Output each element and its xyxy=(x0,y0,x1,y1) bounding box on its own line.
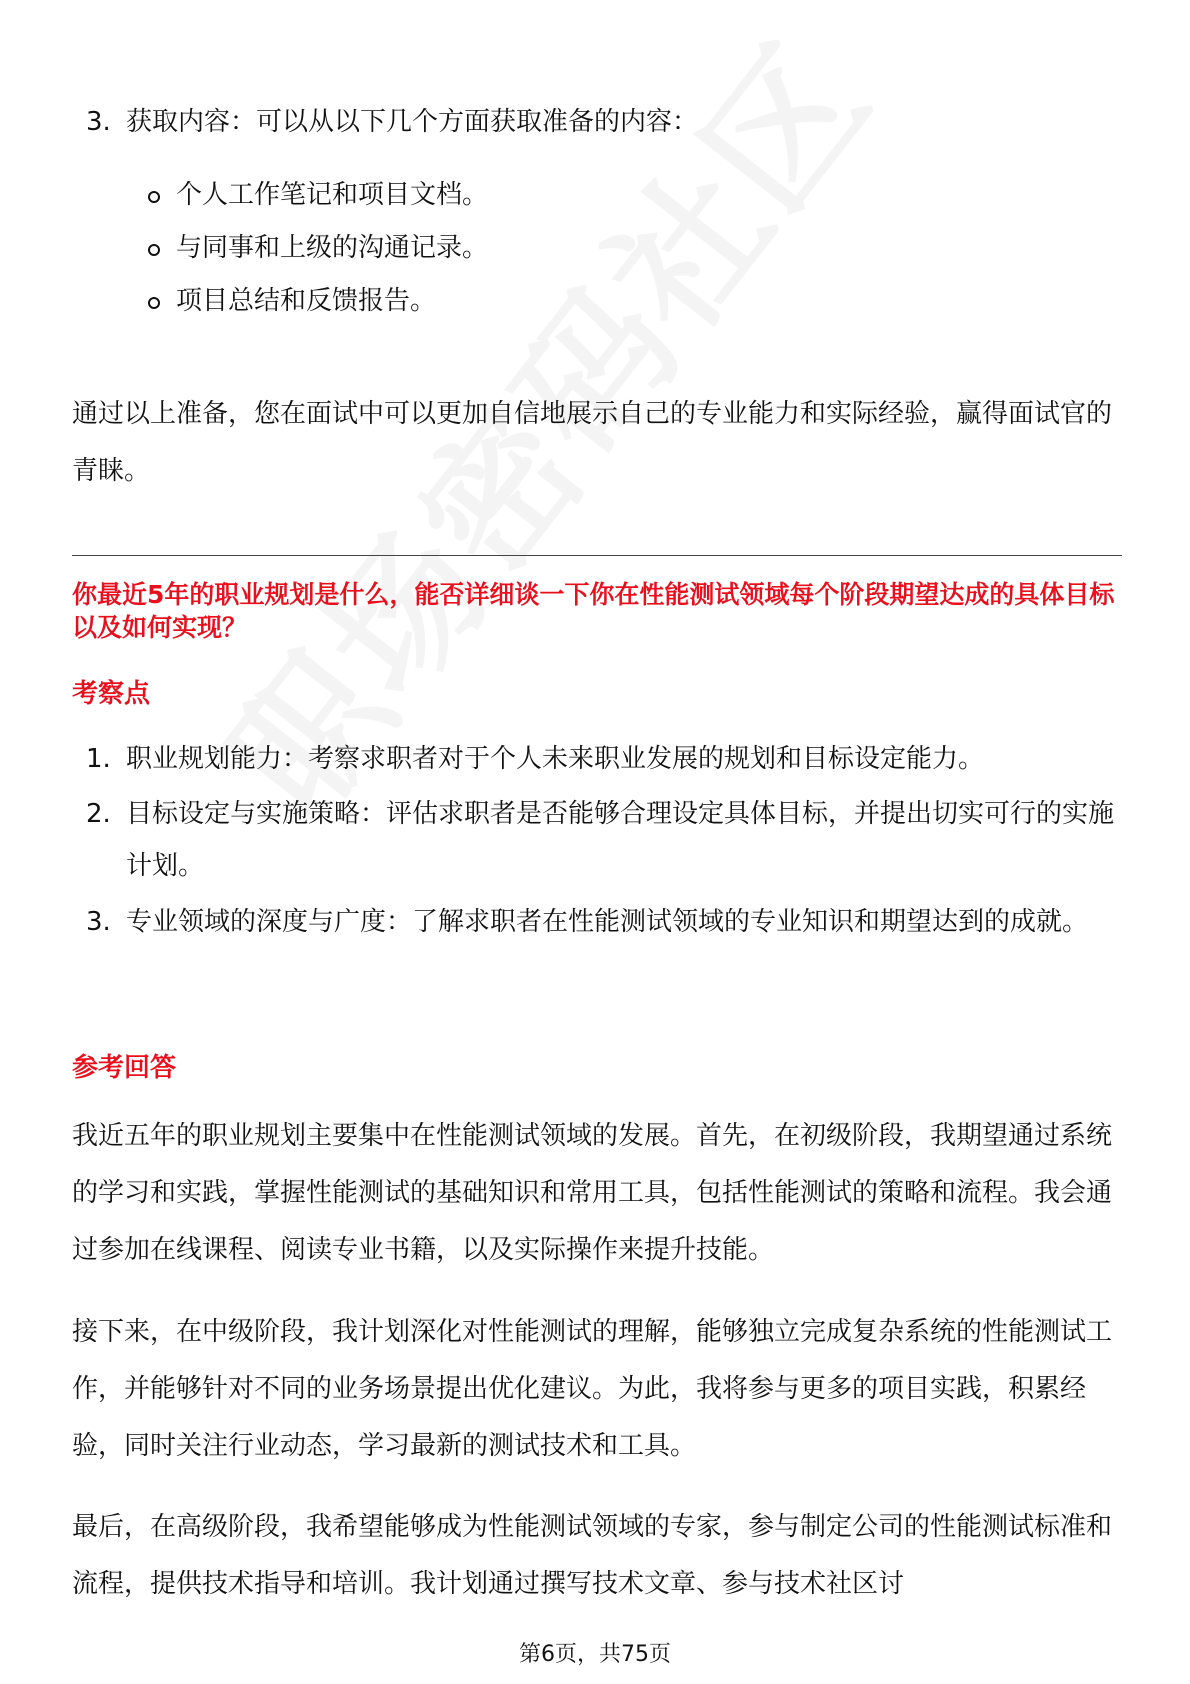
question-title: 你最近5年的职业规划是什么，能否详细谈一下你在性能测试领域每个阶段期望达成的具体目标以及如何实现？ xyxy=(72,580,1115,642)
answer-paragraph: 最后，在高级阶段，我希望能够成为性能测试领域的专家，参与制定公司的性能测试标准和流程，提供技术指导和培训。我计划通过撰写技术文章、参与技术社区讨 xyxy=(72,1512,1113,1599)
list-text: 获取内容：可以从以下几个方面获取准备的内容： xyxy=(126,107,699,137)
exam-points-heading: 考察点 xyxy=(72,679,151,709)
bullet-text: 与同事和上级的沟通记录。 xyxy=(176,233,489,263)
list-number: 3. xyxy=(86,107,111,137)
list-text: 目标设定与实施策略：评估求职者是否能够合理设定具体目标，并提出切实可行的实施计划。 xyxy=(126,799,1115,881)
section-divider xyxy=(72,555,1122,556)
list-number: 3. xyxy=(86,907,111,937)
hollow-bullet-icon xyxy=(148,244,160,256)
bullet-text: 个人工作笔记和项目文档。 xyxy=(176,180,489,210)
hollow-bullet-icon xyxy=(148,297,160,309)
hollow-bullet-icon xyxy=(148,191,160,203)
answer-paragraph: 我近五年的职业规划主要集中在性能测试领域的发展。首先，在初级阶段，我期望通过系统的学习和实践，掌握性能测试的基础知识和常用工具，包括性能测试的策略和流程。我会通过参加在线课程、阅读专业书籍，以及实际操作来提升技能。 xyxy=(72,1121,1113,1265)
summary-paragraph: 通过以上准备，您在面试中可以更加自信地展示自己的专业能力和实际经验，赢得面试官的青睐。 xyxy=(72,399,1113,486)
list-text: 专业领域的深度与广度：了解求职者在性能测试领域的专业知识和期望达到的成就。 xyxy=(126,907,1089,937)
reference-answer-heading: 参考回答 xyxy=(72,1053,177,1083)
list-number: 1. xyxy=(86,744,111,774)
answer-paragraph: 接下来，在中级阶段，我计划深化对性能测试的理解，能够独立完成复杂系统的性能测试工作，并能够针对不同的业务场景提出优化建议。为此，我将参与更多的项目实践，积累经验，同时关注行业动态，学习最新的测试技术和工具。 xyxy=(72,1317,1113,1461)
bullet-text: 项目总结和反馈报告。 xyxy=(176,286,437,316)
list-text: 职业规划能力：考察求职者对于个人未来职业发展的规划和目标设定能力。 xyxy=(126,744,985,774)
list-number: 2. xyxy=(86,799,111,829)
page-footer: 第6页，共75页 xyxy=(519,1642,671,1667)
